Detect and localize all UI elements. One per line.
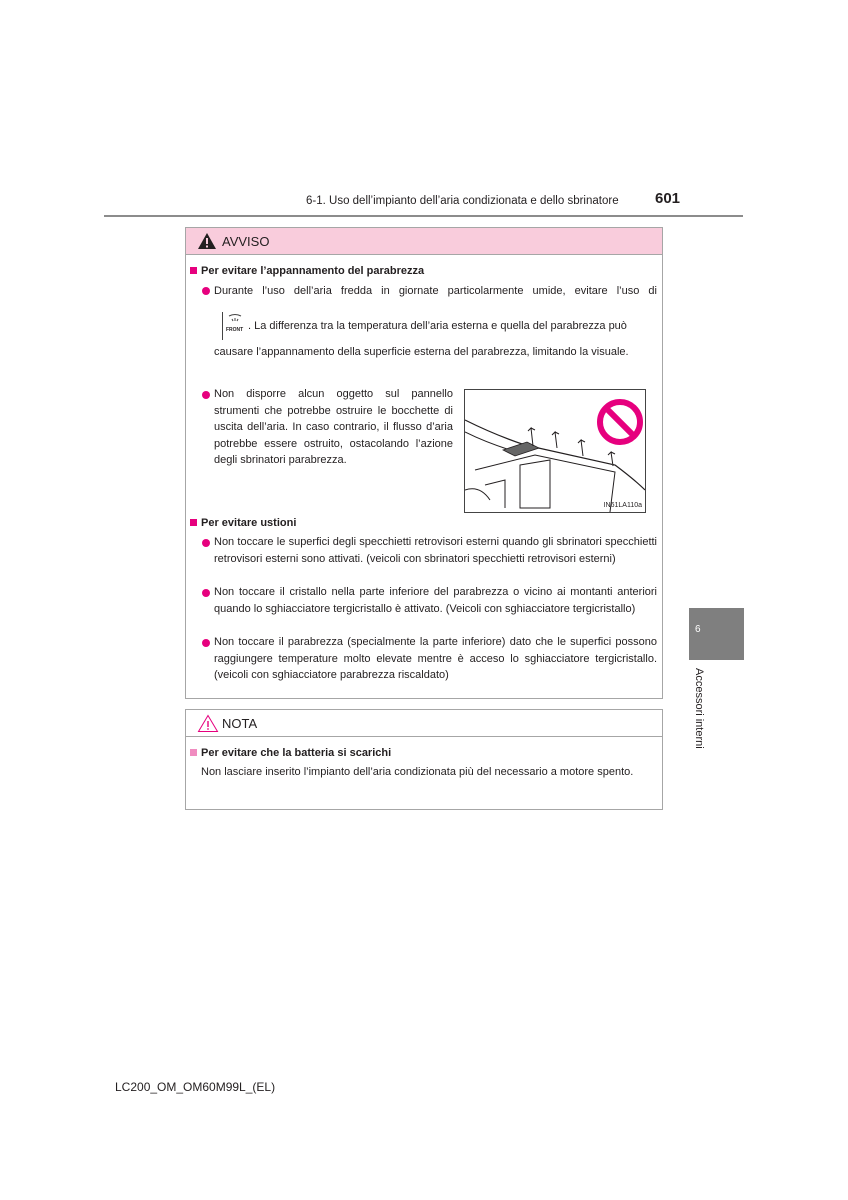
bullet-dot-icon bbox=[202, 639, 210, 647]
paragraph: Durante l’uso dell’aria fredda in giornate particolarmente umide, evitare l’uso di bbox=[214, 285, 657, 297]
dashboard-illustration bbox=[465, 390, 645, 512]
footer-code: LC200_OM_OM60M99L_(EL) bbox=[115, 1080, 276, 1094]
warning-box bbox=[185, 227, 663, 699]
paragraph: causare l’appannamento della superficie esterna del parabrezza, limitando la visuale. bbox=[214, 346, 629, 358]
figure-no-objects-on-dashboard bbox=[464, 389, 646, 513]
bullet-dot-icon bbox=[202, 287, 210, 295]
warning-header bbox=[186, 228, 662, 255]
caution-triangle-icon bbox=[197, 714, 219, 733]
header-title: 6-1. Uso dell’impianto dell’aria condizionata e dello sbrinatore bbox=[306, 195, 619, 207]
section-heading: Per evitare che la batteria si scarichi bbox=[190, 747, 391, 759]
figure-code: IN61LA110a bbox=[603, 502, 642, 509]
bullet-dot-icon bbox=[202, 589, 210, 597]
front-icon-label: FRONT bbox=[226, 327, 244, 333]
square-bullet-icon bbox=[190, 519, 197, 526]
square-bullet-icon bbox=[190, 749, 197, 756]
square-bullet-icon bbox=[190, 267, 197, 274]
paragraph: Non toccare le superfici degli specchietti retrovisori esterni quando gli sbrinatori specchietti retrovisori esterni sono attivati. (veicoli con sbrinatori specchietti retrovisori esterni) bbox=[214, 536, 657, 565]
chapter-number: 6 bbox=[695, 624, 701, 635]
warning-label: AVVISO bbox=[222, 234, 270, 249]
chapter-tab bbox=[689, 608, 744, 660]
section-heading: Per evitare ustioni bbox=[190, 517, 296, 529]
warning-triangle-icon bbox=[197, 232, 217, 250]
bullet-dot-icon bbox=[202, 391, 210, 399]
bullet-dot-icon bbox=[202, 539, 210, 547]
paragraph: Non toccare il parabrezza (specialmente la parte inferiore) dato che le superfici possono raggiungere temperature molto elevate mentre è acceso lo sghiacciatore tergicristallo. (veicoli con sghiacciatore parabrezza riscaldato) bbox=[214, 636, 657, 681]
header-rule bbox=[104, 215, 743, 217]
note-label: NOTA bbox=[222, 716, 258, 731]
page-number: 601 bbox=[655, 190, 681, 207]
note-box bbox=[185, 709, 663, 810]
paragraph: Non disporre alcun oggetto sul pannello strumenti che potrebbe ostruire le bocchette di uscita dell’aria. In caso contrario, il flusso d’aria potrebbe essere ostruito, ostacolando l’azione degli sbrinatori parabrezza. bbox=[214, 388, 453, 466]
paragraph: Non lasciare inserito l’impianto dell’aria condizionata più del necessario a motore spento. bbox=[201, 766, 634, 778]
paragraph: Non toccare il cristallo nella parte inferiore del parabrezza o vicino ai montanti anteriori quando lo sghiacciatore tergicristallo è attivato. (Veicoli con sghiacciatore tergicristallo) bbox=[214, 586, 657, 615]
section-heading: Per evitare l’appannamento del parabrezza bbox=[190, 265, 424, 277]
paragraph: . La differenza tra la temperatura dell’aria esterna e quella del parabrezza può bbox=[248, 320, 627, 332]
front-defogger-icon bbox=[222, 312, 245, 340]
note-header bbox=[186, 710, 662, 737]
chapter-label: Accessori interni bbox=[693, 668, 705, 749]
